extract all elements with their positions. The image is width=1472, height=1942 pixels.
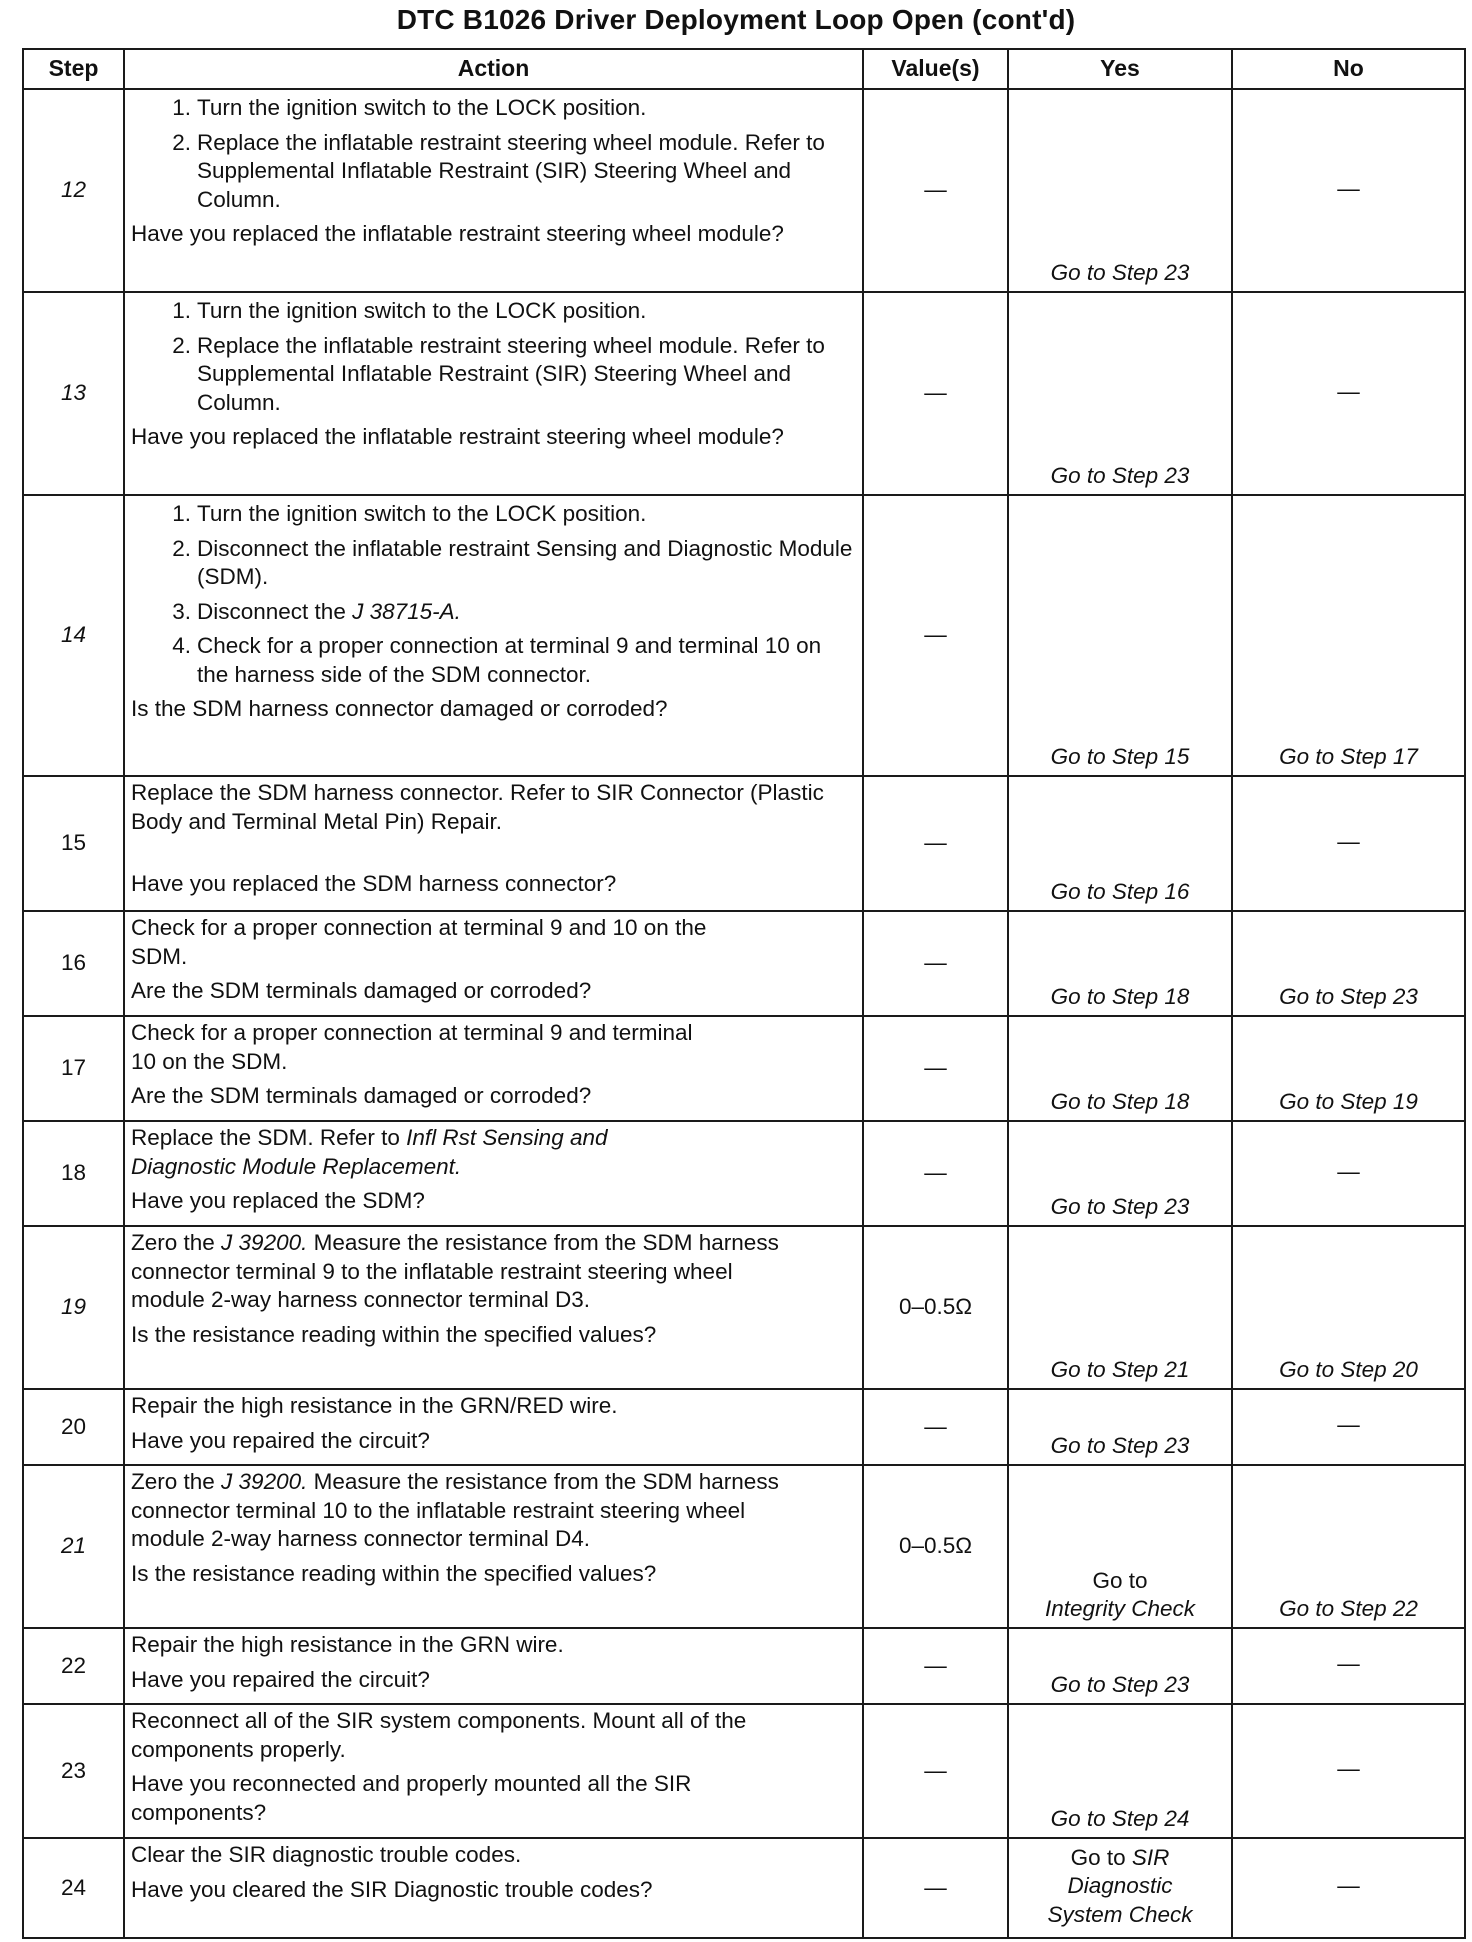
no-cell: Go to Step 23 bbox=[1232, 911, 1465, 1016]
step-number: 18 bbox=[23, 1121, 124, 1226]
question-text: Have you replaced the SDM? bbox=[131, 1188, 425, 1214]
question-text: Are the SDM terminals damaged or corroded? bbox=[131, 978, 592, 1004]
table-row bbox=[23, 495, 1465, 776]
list-item: 1. Turn the ignition switch to the LOCK position. bbox=[172, 298, 647, 323]
table-row bbox=[23, 1226, 1465, 1389]
header-no: No bbox=[1232, 49, 1465, 89]
no-cell: — bbox=[1232, 1838, 1465, 1938]
step-number: 13 bbox=[23, 292, 124, 495]
item-text: Check for a proper connection at terminal 9 and terminal 10 on the harness side of the SDM connector. bbox=[197, 633, 822, 687]
yes-cell: Go to Step 23 bbox=[1008, 89, 1232, 292]
diagnostic-table bbox=[22, 48, 1466, 1939]
header-values: Value(s) bbox=[863, 49, 1008, 89]
action-text bbox=[131, 1124, 711, 1181]
header-row bbox=[23, 49, 1465, 89]
no-cell: — bbox=[1232, 89, 1465, 292]
value-cell: — bbox=[863, 1016, 1008, 1121]
list-item: 2. Replace the inflatable restraint steering wheel module. Refer to Supplemental Inflatable Restraint (SIR) Steering Wheel and Column. bbox=[172, 332, 825, 415]
question-text: Have you repaired the circuit? bbox=[131, 1666, 430, 1692]
header-yes: Yes bbox=[1008, 49, 1232, 89]
action-text bbox=[131, 1468, 801, 1554]
action-text: Reconnect all of the SIR system components. Mount all of the components properly. bbox=[131, 1708, 747, 1762]
table-row bbox=[23, 911, 1465, 1016]
no-cell: — bbox=[1232, 1121, 1465, 1226]
value-cell: — bbox=[863, 776, 1008, 911]
action-text-b: Measure the resistance from the SDM harness connector terminal 10 to the inflatable restraint steering wheel module 2-way harness connector terminal D4. bbox=[131, 1469, 779, 1552]
no-cell: Go to Step 22 bbox=[1232, 1465, 1465, 1628]
value-cell: — bbox=[863, 1704, 1008, 1838]
action-text-a: Zero the bbox=[131, 1469, 222, 1494]
value-cell: — bbox=[863, 495, 1008, 776]
action-cell bbox=[124, 911, 863, 1016]
action-text: Clear the SIR diagnostic trouble codes. bbox=[131, 1842, 522, 1867]
action-cell bbox=[124, 1016, 863, 1121]
step-number: 12 bbox=[23, 89, 124, 292]
action-cell bbox=[124, 495, 863, 776]
question-text: Have you repaired the circuit? bbox=[131, 1427, 430, 1453]
list-item: 2. Disconnect the inflatable restraint Sensing and Diagnostic Module (SDM). bbox=[172, 535, 853, 590]
list-item: 1. Turn the ignition switch to the LOCK position. bbox=[172, 95, 647, 120]
value-cell: — bbox=[863, 911, 1008, 1016]
action-text: Repair the high resistance in the GRN wire. bbox=[131, 1632, 564, 1657]
action-text: Repair the high resistance in the GRN/RED wire. bbox=[131, 1393, 618, 1418]
action-text-a: Zero the bbox=[131, 1230, 222, 1255]
table-row bbox=[23, 1838, 1465, 1938]
yes-target-b: Diagnostic bbox=[1067, 1873, 1173, 1899]
action-text-a: Replace the SDM. Refer to bbox=[131, 1125, 407, 1150]
yes-cell bbox=[1008, 1838, 1232, 1938]
action-text bbox=[131, 1229, 801, 1315]
tool-reference: J 39200. bbox=[221, 1469, 308, 1494]
procedure-reference: Infl Rst Sensing and Diagnostic Module Replacement. bbox=[131, 1125, 608, 1179]
value-cell: — bbox=[863, 1838, 1008, 1938]
tool-reference: J 39200. bbox=[221, 1230, 308, 1255]
item-text: Disconnect the bbox=[197, 598, 353, 624]
page-title: DTC B1026 Driver Deployment Loop Open (cont'd) bbox=[396, 4, 1076, 35]
list-item: 3. Disconnect the J 38715-A. bbox=[172, 598, 461, 624]
step-number: 15 bbox=[23, 776, 124, 911]
table-row bbox=[23, 1628, 1465, 1704]
yes-target-c: System Check bbox=[1047, 1901, 1193, 1927]
question-text: Have you replaced the inflatable restraint steering wheel module? bbox=[131, 424, 784, 450]
step-number: 22 bbox=[23, 1628, 124, 1704]
action-cell bbox=[124, 1838, 863, 1938]
item-text: Turn the ignition switch to the LOCK position. bbox=[197, 95, 647, 120]
table-row bbox=[23, 89, 1465, 292]
yes-cell: Go to Step 23 bbox=[1008, 292, 1232, 495]
action-cell bbox=[124, 776, 863, 911]
item-text: Disconnect the inflatable restraint Sensing and Diagnostic Module (SDM). bbox=[197, 535, 853, 590]
table-row bbox=[23, 1465, 1465, 1628]
no-cell: Go to Step 17 bbox=[1232, 495, 1465, 776]
table-row bbox=[23, 1016, 1465, 1121]
action-cell bbox=[124, 89, 863, 292]
action-cell bbox=[124, 292, 863, 495]
no-cell: — bbox=[1232, 776, 1465, 911]
no-cell: — bbox=[1232, 292, 1465, 495]
list-item: 1. Turn the ignition switch to the LOCK position. bbox=[172, 501, 647, 526]
value-cell: — bbox=[863, 1121, 1008, 1226]
value-cell: — bbox=[863, 89, 1008, 292]
header-action: Action bbox=[124, 49, 863, 89]
step-number: 21 bbox=[23, 1465, 124, 1628]
question-text: Is the resistance reading within the specified values? bbox=[131, 1560, 657, 1586]
yes-go-to: Go to bbox=[1092, 1567, 1148, 1593]
item-text: Turn the ignition switch to the LOCK position. bbox=[197, 298, 647, 323]
yes-cell: Go to Step 18 bbox=[1008, 1016, 1232, 1121]
yes-cell: Go to Step 18 bbox=[1008, 911, 1232, 1016]
table-row bbox=[23, 1704, 1465, 1838]
value-cell: 0–0.5Ω bbox=[863, 1465, 1008, 1628]
step-number: 24 bbox=[23, 1838, 124, 1938]
action-text: Replace the SDM harness connector. Refer to SIR Connector (Plastic Body and Terminal Metal Pin) Repair. bbox=[131, 780, 824, 834]
action-text: Check for a proper connection at terminal 9 and terminal 10 on the SDM. bbox=[131, 1020, 693, 1074]
value-cell: — bbox=[863, 292, 1008, 495]
value-cell: — bbox=[863, 1389, 1008, 1465]
action-cell bbox=[124, 1226, 863, 1389]
yes-cell: Go to Step 24 bbox=[1008, 1704, 1232, 1838]
item-text: Replace the inflatable restraint steering wheel module. Refer to Supplemental Inflatable Restraint (SIR) Steering Wheel and Column. bbox=[197, 332, 825, 415]
action-text: Check for a proper connection at terminal 9 and 10 on the SDM. bbox=[131, 915, 707, 969]
value-cell: 0–0.5Ω bbox=[863, 1226, 1008, 1389]
step-number: 19 bbox=[23, 1226, 124, 1389]
no-cell: Go to Step 19 bbox=[1232, 1016, 1465, 1121]
action-cell bbox=[124, 1704, 863, 1838]
item-text: Replace the inflatable restraint steering wheel module. Refer to Supplemental Inflatable Restraint (SIR) Steering Wheel and Column. bbox=[197, 129, 825, 212]
table-row bbox=[23, 1121, 1465, 1226]
header-step: Step bbox=[23, 49, 124, 89]
step-number: 14 bbox=[23, 495, 124, 776]
action-cell bbox=[124, 1628, 863, 1704]
step-number: 16 bbox=[23, 911, 124, 1016]
item-text: Turn the ignition switch to the LOCK position. bbox=[197, 501, 647, 526]
no-cell: Go to Step 20 bbox=[1232, 1226, 1465, 1389]
no-cell: — bbox=[1232, 1628, 1465, 1704]
yes-cell: Go to Step 16 bbox=[1008, 776, 1232, 911]
table-row bbox=[23, 776, 1465, 911]
question-text: Is the resistance reading within the specified values? bbox=[131, 1321, 657, 1347]
yes-cell: Go to Step 23 bbox=[1008, 1389, 1232, 1465]
action-cell bbox=[124, 1389, 863, 1465]
yes-go-to: Go to bbox=[1070, 1844, 1132, 1870]
step-number: 23 bbox=[23, 1704, 124, 1838]
question-text: Have you replaced the SDM harness connector? bbox=[131, 871, 617, 897]
step-number: 17 bbox=[23, 1016, 124, 1121]
step-number: 20 bbox=[23, 1389, 124, 1465]
action-cell bbox=[124, 1465, 863, 1628]
list-item: 2. Replace the inflatable restraint steering wheel module. Refer to Supplemental Inflatable Restraint (SIR) Steering Wheel and Column. bbox=[172, 129, 825, 212]
action-cell bbox=[124, 1121, 863, 1226]
table-row bbox=[23, 1389, 1465, 1465]
question-text: Have you reconnected and properly mounted all the SIR components? bbox=[131, 1771, 692, 1825]
action-text-b: Measure the resistance from the SDM harness connector terminal 9 to the inflatable restraint steering wheel module 2-way harness connector terminal D3. bbox=[131, 1230, 779, 1313]
tool-reference: J 38715-A. bbox=[352, 598, 461, 624]
question-text: Have you cleared the SIR Diagnostic trouble codes? bbox=[131, 1876, 653, 1902]
yes-cell: Go to Step 21 bbox=[1008, 1226, 1232, 1389]
yes-cell: Go to Step 15 bbox=[1008, 495, 1232, 776]
question-text: Have you replaced the inflatable restraint steering wheel module? bbox=[131, 221, 784, 247]
yes-target: Integrity Check bbox=[1044, 1596, 1196, 1622]
question-text: Are the SDM terminals damaged or corroded? bbox=[131, 1083, 592, 1109]
no-cell: — bbox=[1232, 1704, 1465, 1838]
yes-cell bbox=[1008, 1465, 1232, 1628]
table-row bbox=[23, 292, 1465, 495]
yes-target-a: SIR bbox=[1131, 1844, 1170, 1870]
value-cell: — bbox=[863, 1628, 1008, 1704]
yes-cell: Go to Step 23 bbox=[1008, 1628, 1232, 1704]
no-cell: — bbox=[1232, 1389, 1465, 1465]
yes-cell: Go to Step 23 bbox=[1008, 1121, 1232, 1226]
question-text: Is the SDM harness connector damaged or corroded? bbox=[131, 696, 668, 722]
list-item: 4. Check for a proper connection at terminal 9 and terminal 10 on the harness side of the SDM connector. bbox=[172, 633, 822, 687]
